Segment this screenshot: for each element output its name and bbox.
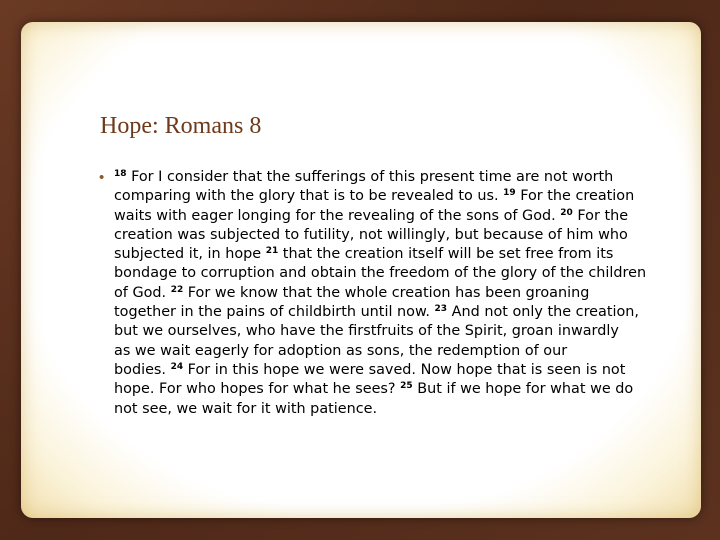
bullet-list xyxy=(99,168,669,419)
text-line xyxy=(114,187,669,206)
verse-text: For we know that the whole creation has been groaning xyxy=(183,284,590,301)
verse-text: of God. xyxy=(114,284,171,301)
text-line xyxy=(114,322,669,341)
verse-text: comparing with the glory that is to be revealed to us. xyxy=(114,188,504,205)
verse-text: hope. For who hopes for what he sees? xyxy=(114,381,401,398)
verse-number: 18 xyxy=(114,169,127,179)
text-line xyxy=(114,303,669,322)
slide xyxy=(21,22,701,518)
verse-text: For I consider that the sufferings of this present time are not worth xyxy=(126,169,614,185)
verse-text: subjected it, in hope xyxy=(114,246,266,263)
verse-number: 22 xyxy=(170,284,184,295)
slide-title: Hope: Romans 8 xyxy=(100,113,262,139)
verse-text: But if we hope for what we do xyxy=(412,381,634,398)
text-line xyxy=(114,342,669,361)
text-line xyxy=(114,226,669,245)
list-item xyxy=(99,168,669,419)
verse-text: For the xyxy=(572,207,629,224)
scripture-text xyxy=(114,168,669,419)
verse-text: For the creation xyxy=(515,188,635,205)
verse-number: 19 xyxy=(503,188,516,199)
verse-number: 20 xyxy=(560,207,573,218)
bullet-icon: • xyxy=(99,169,105,186)
verse-text: For in this hope we were saved. Now hope that is seen is not xyxy=(183,361,626,378)
verse-number: 23 xyxy=(434,304,448,315)
verse-text: as we wait eagerly for adoption as sons, the redemption of our xyxy=(114,342,568,359)
verse-text: bondage to corruption and obtain the freedom of the glory of the children xyxy=(114,265,647,282)
text-line xyxy=(114,245,669,264)
verse-text: bodies. xyxy=(114,361,171,378)
verse-text: but we ourselves, who have the firstfruits of the Spirit, groan inwardly xyxy=(114,323,619,340)
verse-number: 21 xyxy=(265,246,279,257)
text-line xyxy=(114,380,669,399)
text-line xyxy=(114,207,669,226)
verse-text: waits with eager longing for the revealing of the sons of God. xyxy=(114,207,561,224)
verse-text: And not only the creation, xyxy=(447,304,639,321)
text-line xyxy=(114,361,669,380)
verse-text: not see, we wait for it with patience. xyxy=(114,400,378,417)
verse-number: 25 xyxy=(400,381,413,392)
verse-number: 24 xyxy=(170,361,184,372)
verse-text: creation was subjected to futility, not willingly, but because of him who xyxy=(114,226,628,243)
text-line xyxy=(114,284,669,303)
text-line xyxy=(114,168,669,187)
verse-text: together in the pains of childbirth until now. xyxy=(114,304,435,321)
text-line xyxy=(114,264,669,283)
text-line xyxy=(114,400,669,419)
verse-text: that the creation itself will be set free from its xyxy=(278,246,614,263)
